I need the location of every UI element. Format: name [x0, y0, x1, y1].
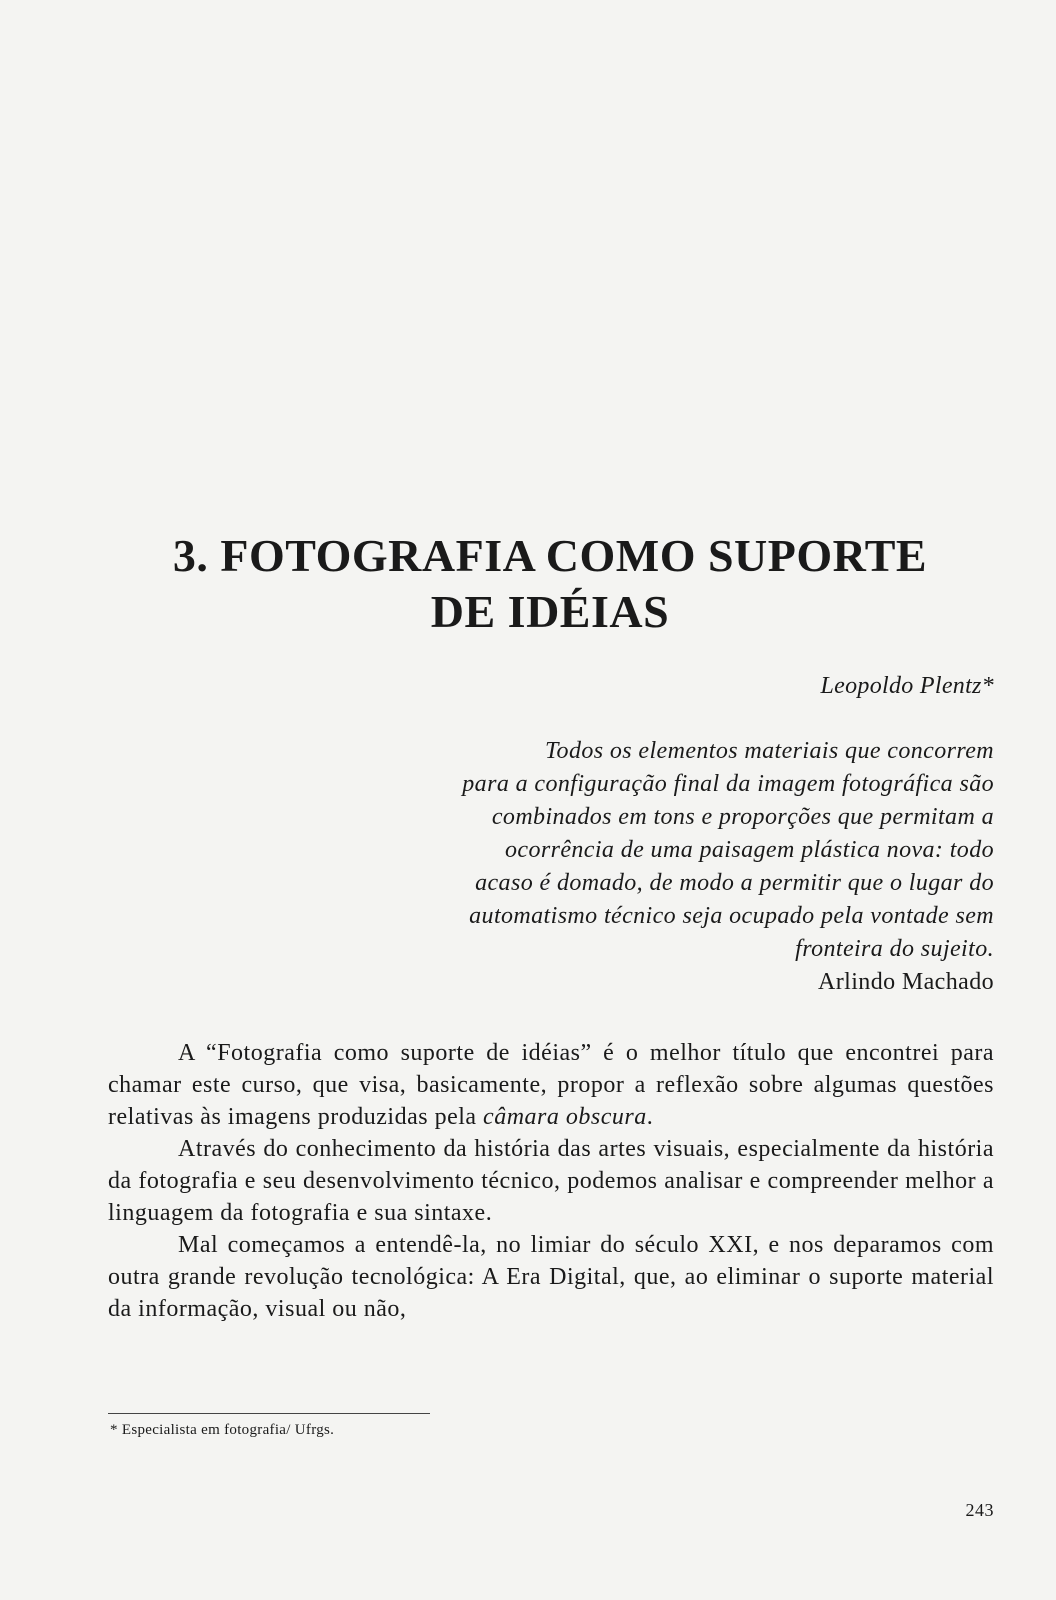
epigraph-line: para a configuração final da imagem fotográfica são — [462, 771, 994, 797]
epigraph-line: combinados em tons e proporções que permitam a — [491, 804, 994, 830]
epigraph-source: Arlindo Machado — [818, 969, 994, 995]
paragraph-1-emphasis: câmara obscura — [483, 1104, 647, 1130]
page-number: 243 — [965, 1500, 994, 1520]
paragraph-3: Mal começamos a entendê-la, no limiar do século XXI, e nos deparamos com outra grande revolução tecnológica: A Era Digital, que, ao eliminar o suporte material da informação, visual ou não, — [108, 1232, 994, 1322]
paragraph-1 — [108, 1037, 994, 1133]
epigraph-line: Todos os elementos materiais que concorrem — [545, 738, 994, 764]
epigraph-line: acaso é domado, de modo a permitir que o lugar do — [475, 870, 994, 896]
paragraph-2: Através do conhecimento da história das artes visuais, especialmente da história da fotografia e seu desenvolvimento técnico, podemos analisar e compreender melhor a linguagem da fotografia e sua sintaxe. — [108, 1136, 994, 1226]
chapter-title-line-1: 3. FOTOGRAFIA COMO SUPORTE — [172, 530, 928, 581]
paragraph-1-end: . — [646, 1104, 654, 1130]
epigraph — [274, 735, 994, 999]
epigraph-line: ocorrência de uma paisagem plástica nova: todo — [505, 837, 994, 863]
paragraph-1-text: A “Fotografia como suporte de idéias” é o melhor título que encontrei para chamar este curso, que visa, basicamente, propor a reflexão sobre algumas questões relativas às imagens produzidas pela — [108, 1040, 994, 1130]
epigraph-line: fronteira do sujeito. — [795, 936, 994, 962]
footnote: * Especialista em fotografia/ Ufrgs. — [110, 1422, 335, 1438]
chapter-author: Leopoldo Plentz* — [820, 673, 994, 699]
footnote-divider — [108, 1413, 430, 1414]
chapter-title-line-2: DE IDÉIAS — [430, 586, 670, 637]
body-text — [108, 1037, 994, 1325]
epigraph-line: automatismo técnico seja ocupado pela vontade sem — [469, 903, 994, 929]
chapter-title — [110, 528, 990, 640]
